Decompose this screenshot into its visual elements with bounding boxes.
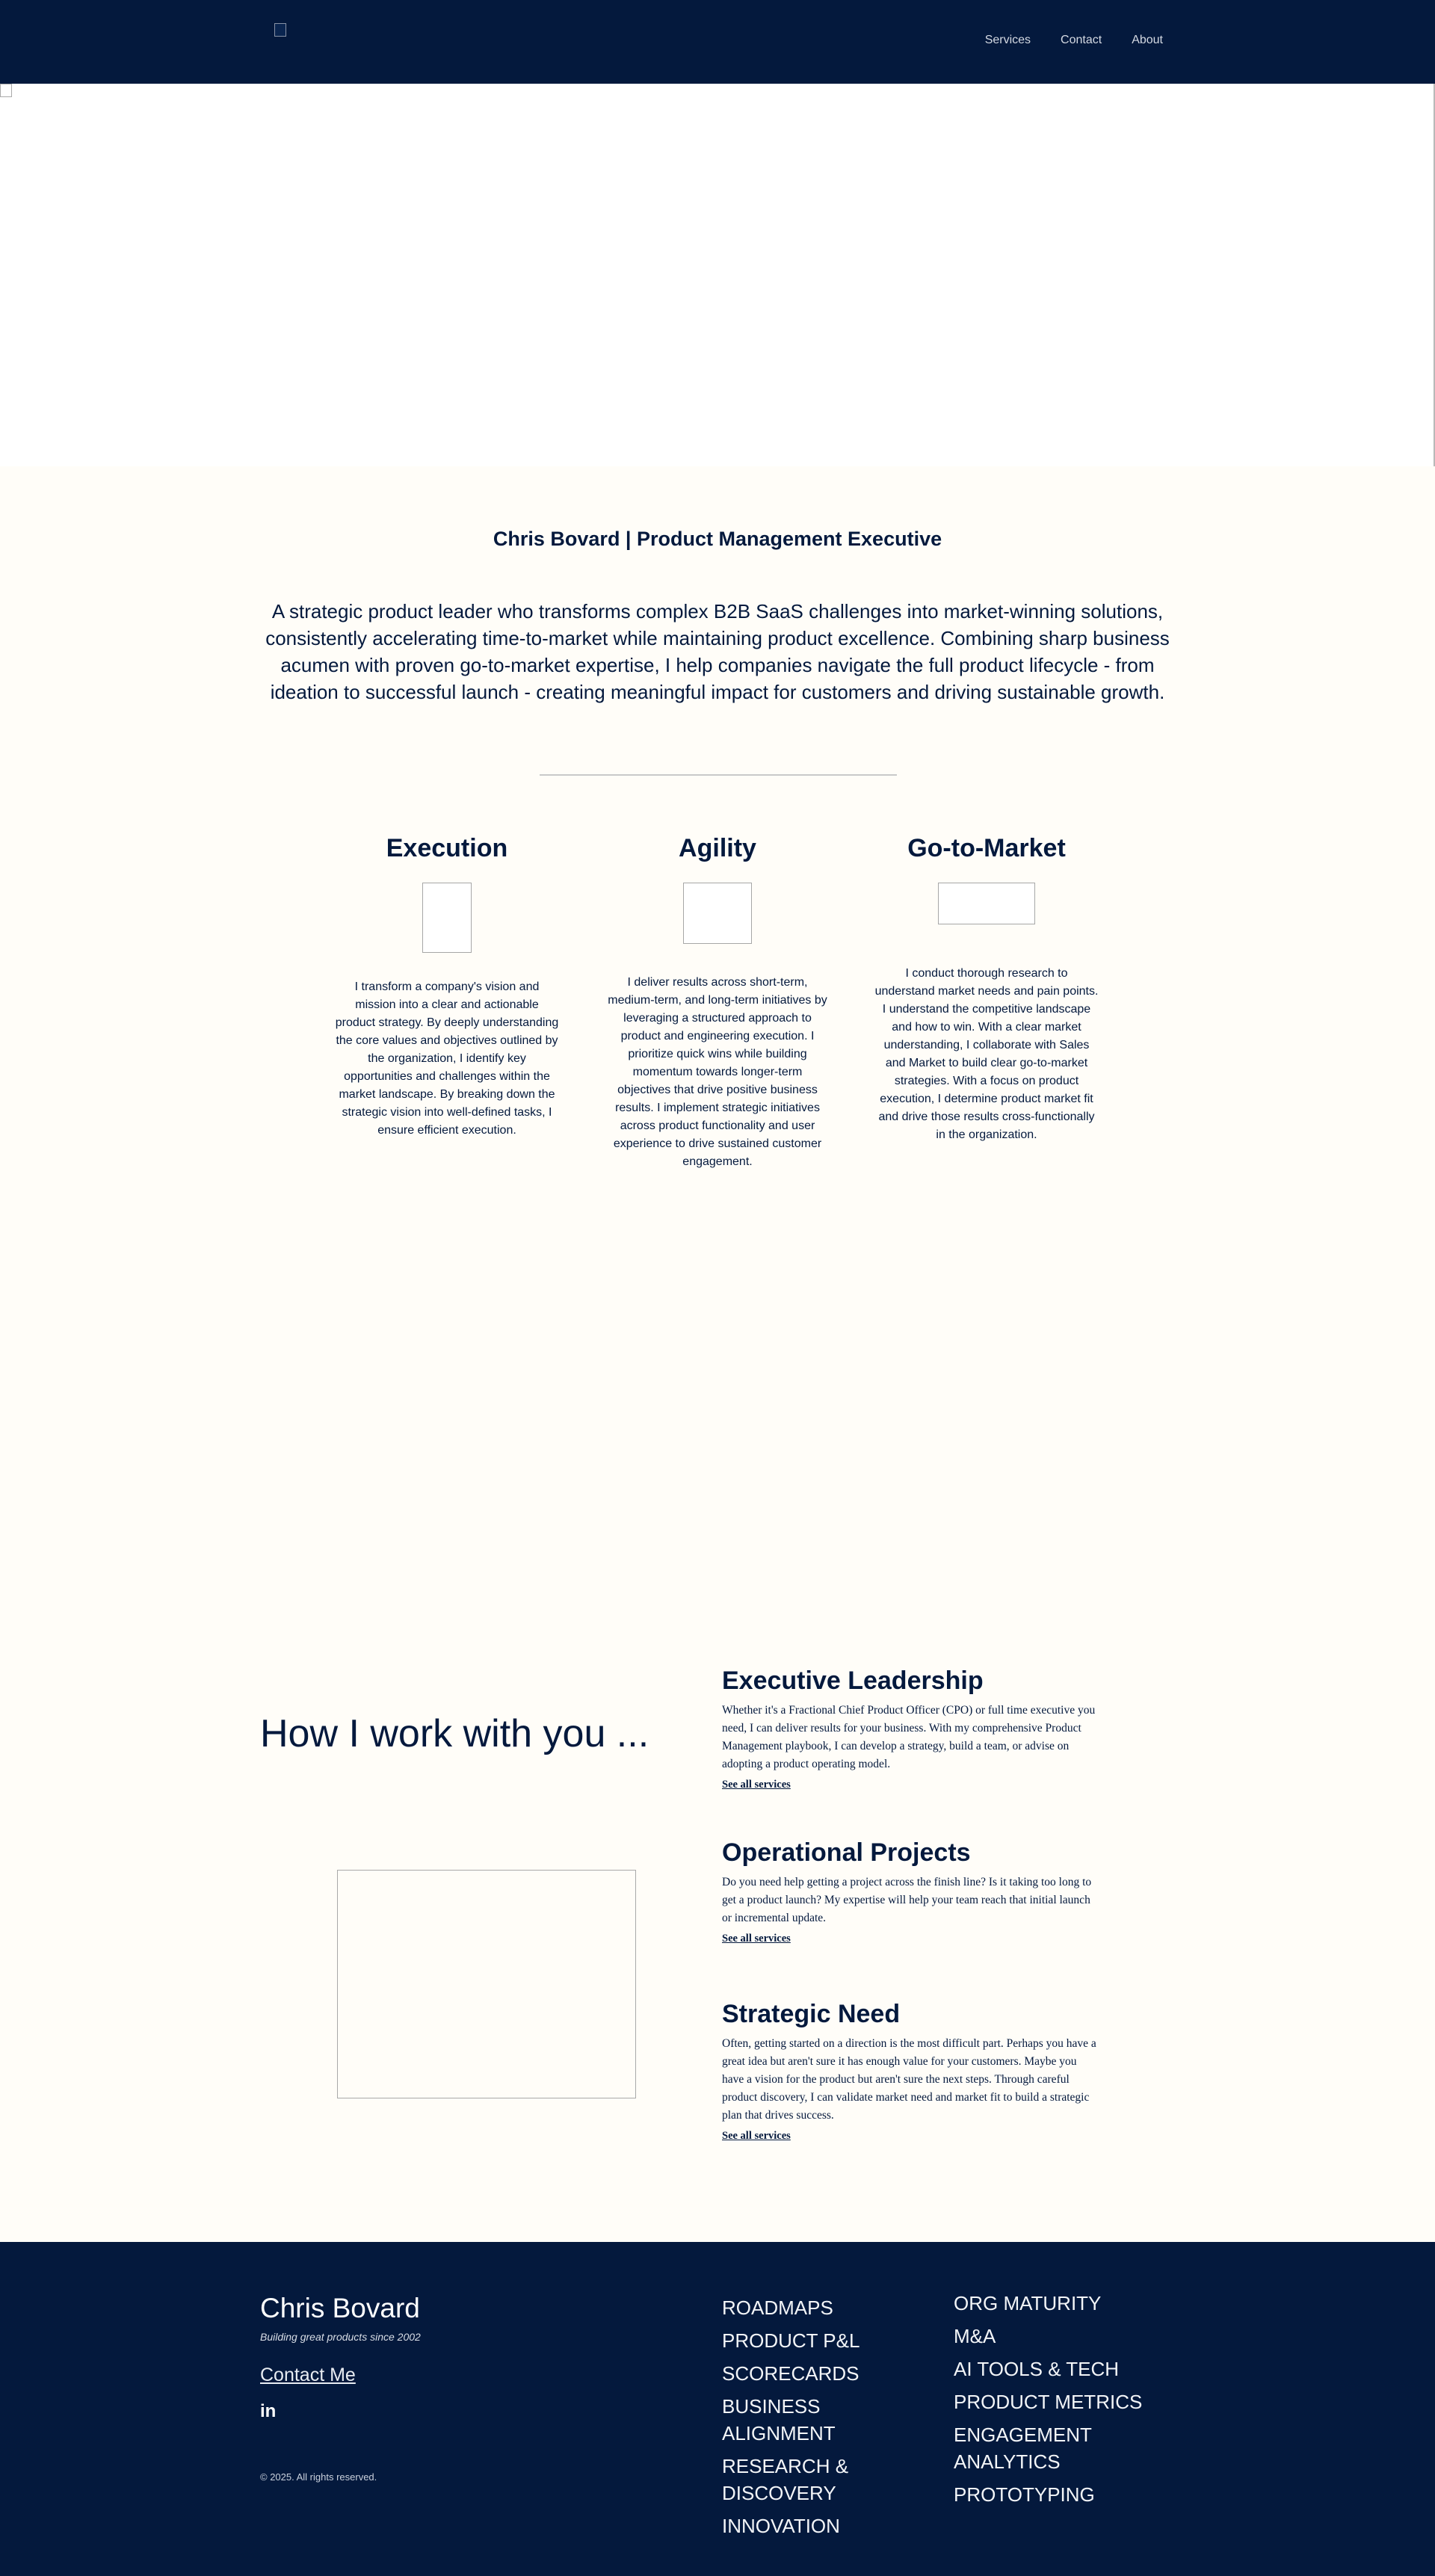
footer-services-column-2: [954, 2290, 1163, 2514]
footer-link[interactable]: AI TOOLS & TECH: [954, 2358, 1120, 2380]
see-all-services-link[interactable]: See all services: [722, 2130, 791, 2142]
footer-link[interactable]: ORG MATURITY: [954, 2292, 1102, 2314]
see-all-services-link[interactable]: See all services: [722, 1779, 791, 1791]
service-strategic-need: [722, 2000, 1100, 2143]
services-image: [337, 1870, 636, 2098]
page-title: Chris Bovard | Product Management Executive: [493, 528, 942, 550]
main-nav: [955, 34, 1163, 47]
footer-link[interactable]: M&A: [954, 2325, 996, 2347]
section-divider: [540, 774, 897, 776]
pillar-title: Agility: [679, 834, 756, 862]
service-executive-leadership: [722, 1667, 1100, 1791]
pillar-text: I conduct thorough research to understand market needs and pain points. I understand the competitive landscape and how to win. With a clear market understanding, I collaborate with Sales and Market to build clear go-to-market strategies. With a focus on product execution, I determine product market fit and drive those results cross-functionally in the organization.: [874, 967, 1099, 1141]
service-title: Executive Leadership: [722, 1667, 984, 1695]
footer-link[interactable]: ROADMAPS: [722, 2297, 833, 2319]
footer-link[interactable]: BUSINESS ALIGNMENT: [722, 2395, 836, 2444]
pillar-go-to-market: [874, 834, 1099, 1144]
hero-image: [0, 84, 1435, 466]
pillar-text: I deliver results across short-term, medium-term, and long-term initiatives by leveraging a structured approach to product and engineering execution. I prioritize quick wins while building momentum towards longer-term objectives that drive positive business results. I implement strategic initiatives across product functionality and user experience to drive sustained customer engagement.: [608, 976, 827, 1168]
pillar-title: Go-to-Market: [907, 834, 1066, 862]
footer-link[interactable]: RESEARCH & DISCOVERY: [722, 2455, 849, 2504]
services-section: [0, 1599, 1435, 2242]
footer-link[interactable]: INNOVATION: [722, 2515, 840, 2537]
pillar-agility: [605, 834, 830, 1171]
see-all-services-link[interactable]: See all services: [722, 1933, 791, 1945]
intro-paragraph: A strategic product leader who transforms complex B2B SaaS challenges into market-winning solutions, consistently accelerating time-to-market while maintaining product excellence. Combining sharp business acumen with proven go-to-market expertise, I help companies navigate the full product lifecycle - from ideation to successful launch - creating meaningful impact for customers and driving sustainable growth.: [265, 600, 1170, 703]
nav-services-link[interactable]: Services: [984, 34, 1031, 46]
contact-me-link[interactable]: Contact Me: [260, 2365, 356, 2385]
footer-link[interactable]: PROTOTYPING: [954, 2483, 1095, 2506]
copyright-text: © 2025. All rights reserved.: [260, 2471, 377, 2483]
nav-about-link[interactable]: About: [1132, 34, 1163, 46]
footer-link[interactable]: ENGAGEMENT ANALYTICS: [954, 2424, 1092, 2473]
agility-image: [683, 883, 752, 944]
service-title: Strategic Need: [722, 2000, 901, 2028]
broken-image-icon: [0, 84, 12, 97]
pillar-title: Execution: [386, 834, 508, 862]
service-text: Whether it's a Fractional Chief Product Officer (CPO) or full time executive you need, I can deliver results for your business. With my comprehensive Product Management playbook, I can develop a strategy, build a team, or advise on adopting a product operating model.: [722, 1704, 1096, 1770]
footer-services-column-1: [722, 2294, 931, 2545]
go-to-market-image: [938, 883, 1035, 924]
linkedin-icon[interactable]: in: [260, 2401, 277, 2421]
service-operational-projects: [722, 1838, 1100, 1945]
footer-link[interactable]: SCORECARDS: [722, 2362, 860, 2385]
pillar-text: I transform a company's vision and mission into a clear and actionable product strategy. By deeply understanding the core values and objectives outlined by the organization, I identify key opportunities and challenges within the market landscape. By breaking down the strategic vision into well-defined tasks, I ensure efficient execution.: [335, 980, 559, 1137]
footer-name: Chris Bovard: [260, 2293, 420, 2323]
footer-tagline: Building great products since 2002: [260, 2331, 421, 2343]
site-footer: [0, 2242, 1435, 2576]
service-text: Do you need help getting a project across the finish line? Is it taking too long to get a product launch? My expertise will help your team reach that initial launch or incremental update.: [722, 1876, 1092, 1924]
footer-link[interactable]: PRODUCT P&L: [722, 2329, 860, 2352]
service-title: Operational Projects: [722, 1838, 971, 1867]
broken-image-icon: [274, 23, 286, 37]
nav-contact-link[interactable]: Contact: [1061, 34, 1102, 46]
site-header: [0, 0, 1435, 84]
execution-image: [422, 883, 472, 953]
pillar-execution: [335, 834, 559, 1140]
services-heading: How I work with you ...: [260, 1712, 649, 1755]
footer-link[interactable]: PRODUCT METRICS: [954, 2391, 1143, 2413]
site-logo[interactable]: [274, 22, 318, 61]
service-text: Often, getting started on a direction is the most difficult part. Perhaps you have a great idea but aren't sure it has enough value for your customers. Maybe you have a vision for the product but aren't sure the next steps. Through careful product discovery, I can validate market need and market fit to build a strategic plan that drives success.: [722, 2037, 1096, 2122]
